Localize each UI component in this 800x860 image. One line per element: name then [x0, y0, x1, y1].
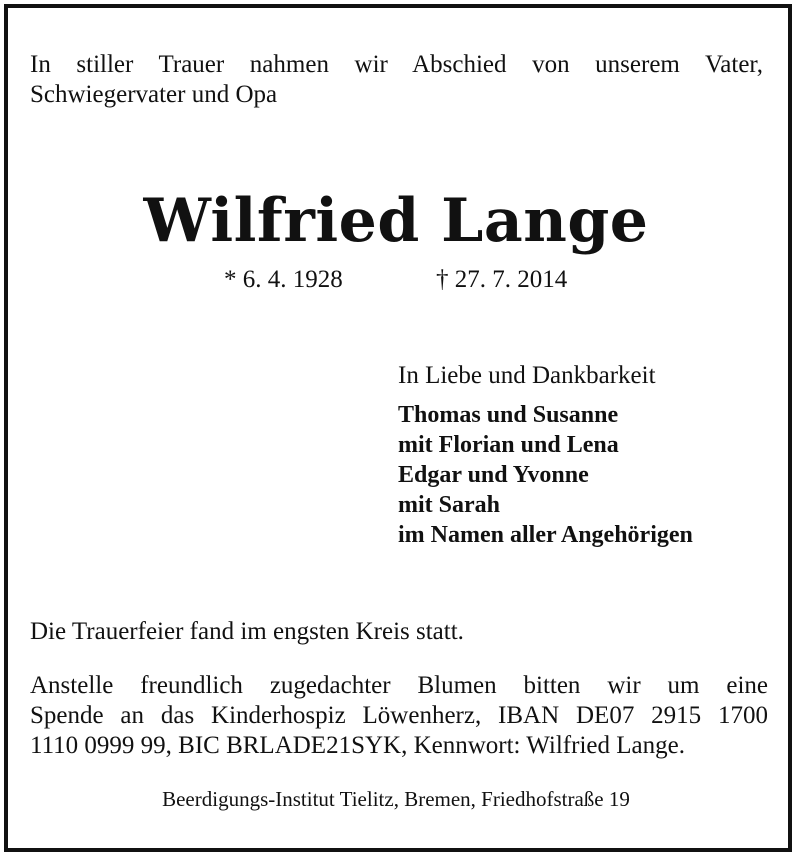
- family-member: mit Florian und Lena: [398, 432, 619, 458]
- family-member: Thomas und Susanne: [398, 402, 619, 428]
- donation-line-1: Anstelle freundlich zugedachter Blumen bitten wir um eine: [30, 672, 768, 699]
- signoff: In Liebe und Dankbarkeit: [398, 362, 656, 389]
- intro-text: [30, 50, 763, 110]
- ceremony-note: Die Trauerfeier fand im engsten Kreis statt.: [30, 618, 464, 645]
- funeral-home-footer: Beerdigungs-Institut Tielitz, Bremen, Friedhofstraße 19: [162, 787, 630, 811]
- family-member: mit Sarah: [398, 492, 500, 518]
- intro-line-1: In stiller Trauer nahmen wir Abschied von unserem Vater,: [30, 51, 763, 78]
- family-member: im Namen aller Angehörigen: [398, 522, 693, 548]
- birth-date: * 6. 4. 1928: [224, 266, 343, 293]
- donation-line-2: Spende an das Kinderhospiz Löwenherz, IBAN DE07 2915 1700: [30, 702, 768, 729]
- family-list: [398, 400, 693, 550]
- donation-note: [30, 671, 768, 761]
- death-date: † 27. 7. 2014: [436, 266, 568, 293]
- donation-line-3: 1110 0999 99, BIC BRLADE21SYK, Kennwort: Wilfried Lange.: [30, 732, 685, 759]
- intro-line-2: Schwiegervater und Opa: [30, 81, 278, 108]
- deceased-name: Wilfried Lange: [143, 186, 649, 256]
- family-member: Edgar und Yvonne: [398, 462, 589, 488]
